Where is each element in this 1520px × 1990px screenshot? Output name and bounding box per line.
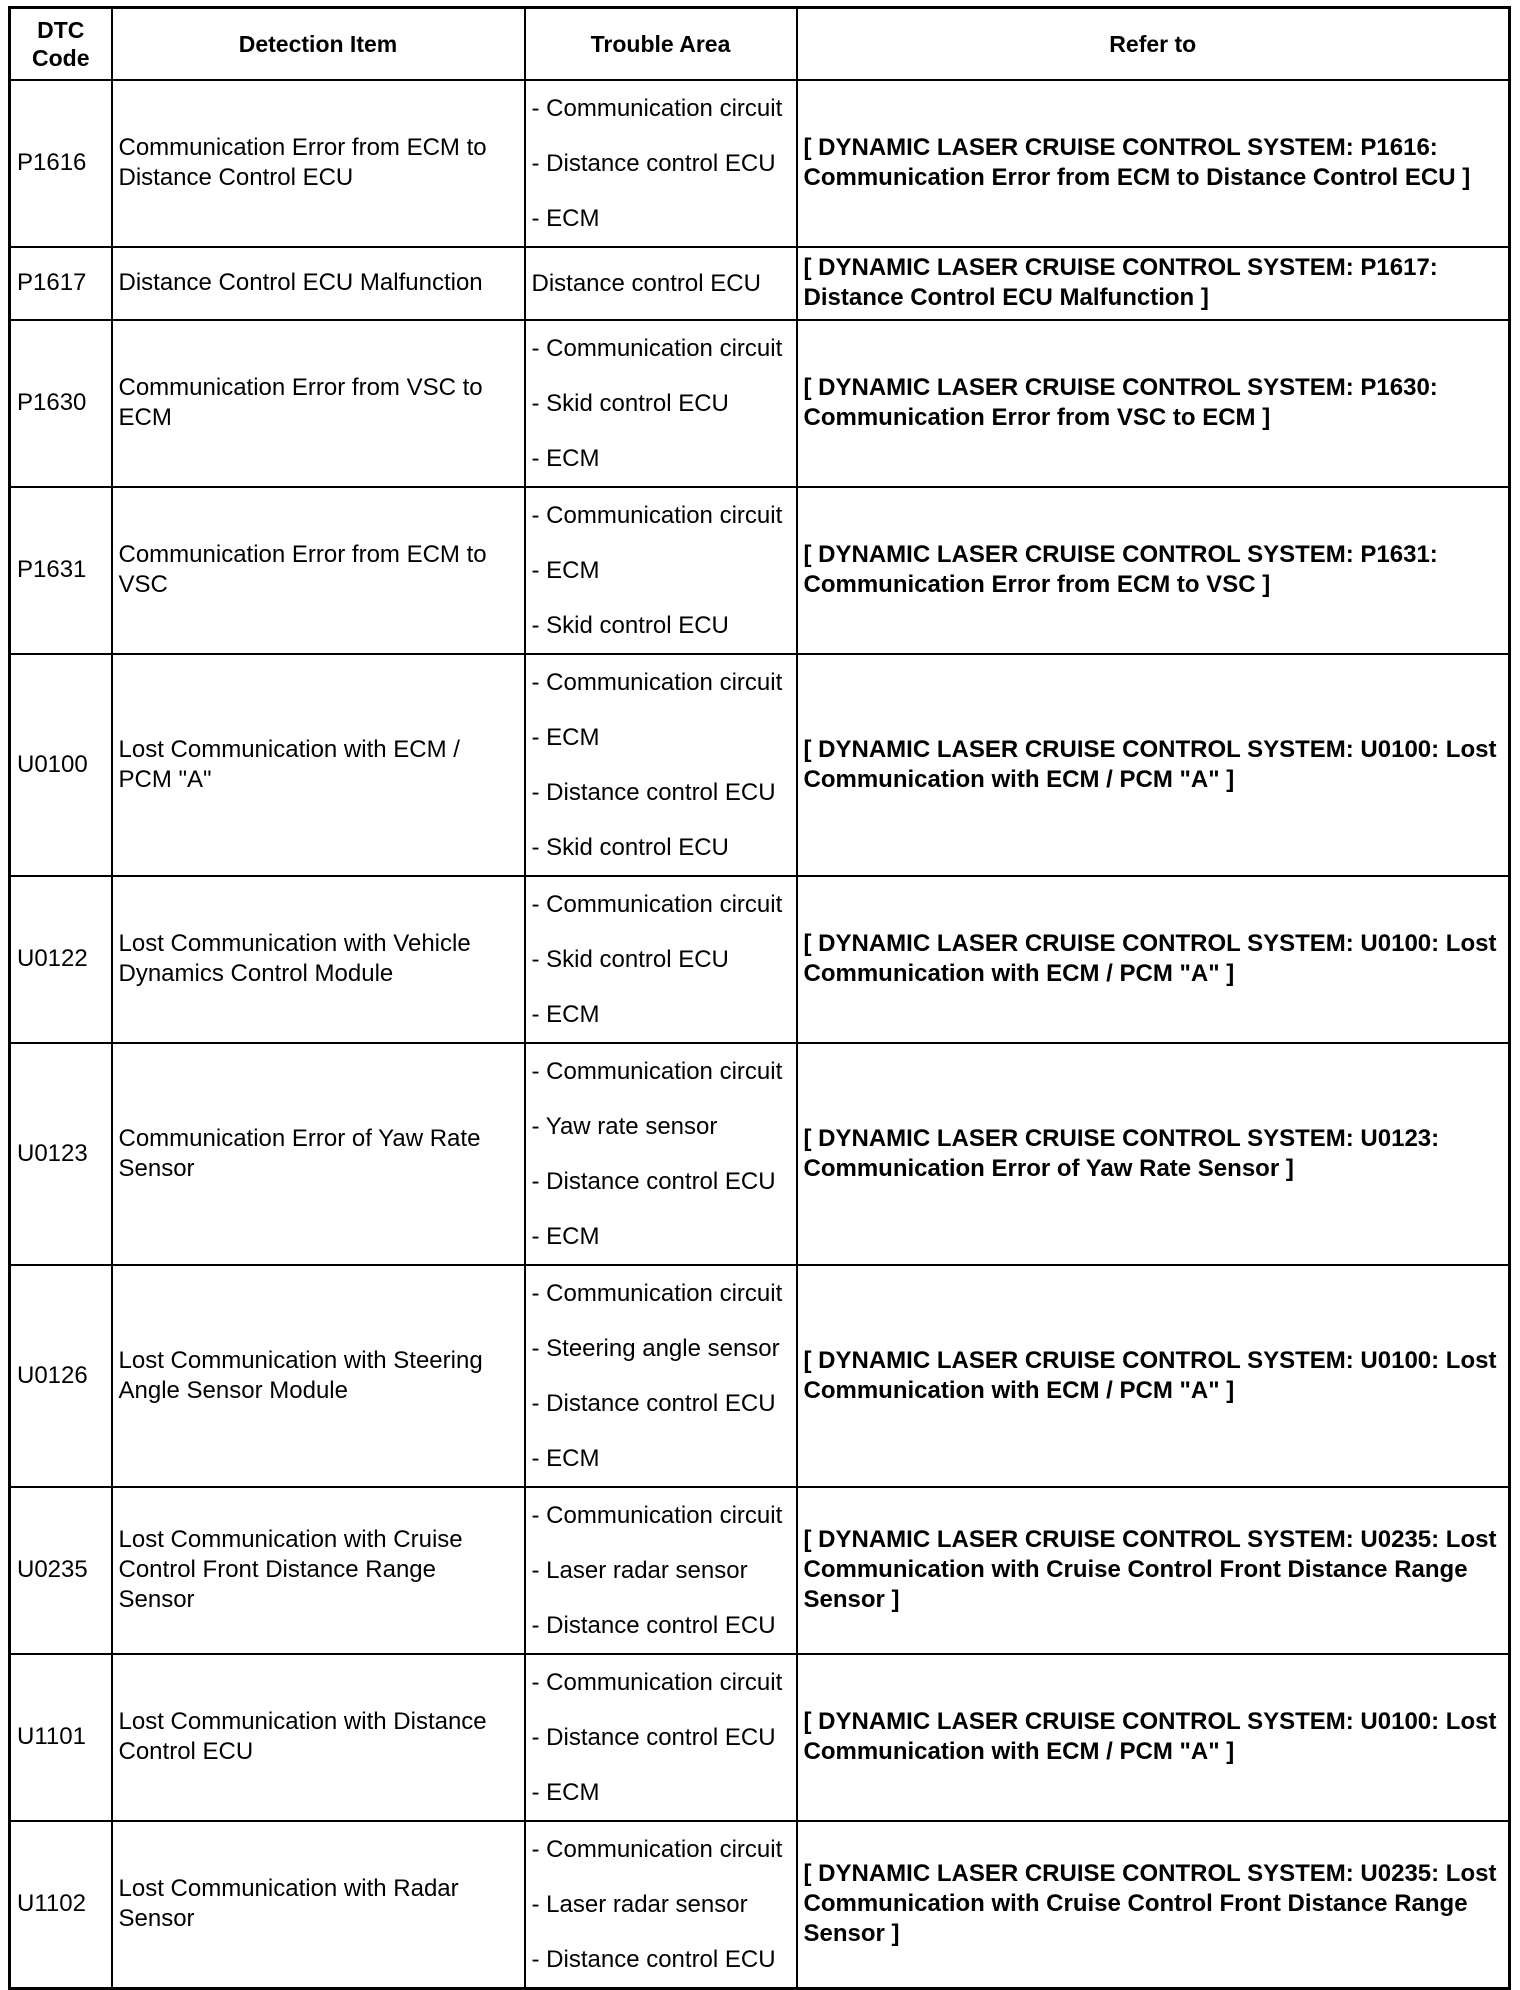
header-trouble-area: Trouble Area xyxy=(525,8,797,80)
trouble-area-line: - Skid control ECU xyxy=(531,833,729,861)
trouble-area-line: - Steering angle sensor xyxy=(531,1334,780,1362)
trouble-area-line: - Communication circuit xyxy=(531,668,783,696)
trouble-area-line: - Distance control ECU xyxy=(531,778,776,806)
refer-to-cell: [ DYNAMIC LASER CRUISE CONTROL SYSTEM: U0100: Lost Communication with ECM / PCM "A" ] xyxy=(797,1654,1510,1821)
dtc-code-cell: P1631 xyxy=(10,487,112,654)
refer-to-cell: [ DYNAMIC LASER CRUISE CONTROL SYSTEM: P1616: Communication Error from ECM to Distance Control ECU ] xyxy=(797,80,1510,247)
trouble-area-line: - Yaw rate sensor xyxy=(531,1112,718,1140)
trouble-area-line: - Communication circuit xyxy=(531,1057,783,1085)
trouble-area-line: - ECM xyxy=(531,556,600,584)
table-row xyxy=(10,876,1510,1043)
trouble-area-line: - Communication circuit xyxy=(531,1501,783,1529)
dtc-code-cell: P1616 xyxy=(10,80,112,247)
refer-to-cell: [ DYNAMIC LASER CRUISE CONTROL SYSTEM: U0100: Lost Communication with ECM / PCM "A" ] xyxy=(797,1265,1510,1487)
trouble-area-line: - Skid control ECU xyxy=(531,611,729,639)
dtc-table-body xyxy=(10,80,1510,1989)
dtc-code-cell: P1617 xyxy=(10,247,112,320)
refer-to-cell: [ DYNAMIC LASER CRUISE CONTROL SYSTEM: U0123: Communication Error of Yaw Rate Sensor ] xyxy=(797,1043,1510,1265)
dtc-code-cell: U1102 xyxy=(10,1821,112,1989)
trouble-area-line: - ECM xyxy=(531,1222,600,1250)
detection-item-cell: Communication Error of Yaw Rate Sensor xyxy=(112,1043,525,1265)
trouble-area-line: - Skid control ECU xyxy=(531,389,729,417)
trouble-area-line: - Communication circuit xyxy=(531,334,783,362)
trouble-area-line: Distance control ECU xyxy=(531,269,761,297)
trouble-area-line: - ECM xyxy=(531,1000,600,1028)
trouble-area-line: - ECM xyxy=(531,1444,600,1472)
dtc-code-cell: U0100 xyxy=(10,654,112,876)
table-row xyxy=(10,1654,1510,1821)
trouble-area-line: - Laser radar sensor xyxy=(531,1556,748,1584)
table-row xyxy=(10,1043,1510,1265)
trouble-area-line: - Distance control ECU xyxy=(531,1611,776,1639)
table-row xyxy=(10,1265,1510,1487)
header-dtc-code-line2: Code xyxy=(32,44,90,71)
trouble-area-cell xyxy=(525,1487,797,1654)
table-row xyxy=(10,320,1510,487)
refer-to-cell: [ DYNAMIC LASER CRUISE CONTROL SYSTEM: U0100: Lost Communication with ECM / PCM "A" ] xyxy=(797,654,1510,876)
dtc-code-cell: U0235 xyxy=(10,1487,112,1654)
trouble-area-line: - Communication circuit xyxy=(531,1668,783,1696)
dtc-code-cell: P1630 xyxy=(10,320,112,487)
dtc-code-cell: U0126 xyxy=(10,1265,112,1487)
refer-to-cell: [ DYNAMIC LASER CRUISE CONTROL SYSTEM: U0235: Lost Communication with Cruise Control Front Distance Range Sensor ] xyxy=(797,1487,1510,1654)
detection-item-cell: Lost Communication with Cruise Control Front Distance Range Sensor xyxy=(112,1487,525,1654)
detection-item-cell: Communication Error from ECM to Distance Control ECU xyxy=(112,80,525,247)
dtc-table xyxy=(8,6,1511,1990)
refer-to-cell: [ DYNAMIC LASER CRUISE CONTROL SYSTEM: P1617: Distance Control ECU Malfunction ] xyxy=(797,247,1510,320)
trouble-area-line: - Distance control ECU xyxy=(531,1945,776,1973)
trouble-area-line: - Distance control ECU xyxy=(531,149,776,177)
trouble-area-cell xyxy=(525,1043,797,1265)
trouble-area-cell xyxy=(525,1654,797,1821)
trouble-area-cell xyxy=(525,654,797,876)
detection-item-cell: Lost Communication with Distance Control ECU xyxy=(112,1654,525,1821)
trouble-area-line: - ECM xyxy=(531,723,600,751)
refer-to-cell: [ DYNAMIC LASER CRUISE CONTROL SYSTEM: U0100: Lost Communication with ECM / PCM "A" ] xyxy=(797,876,1510,1043)
dtc-code-cell: U0122 xyxy=(10,876,112,1043)
detection-item-cell: Distance Control ECU Malfunction xyxy=(112,247,525,320)
header-detection-item: Detection Item xyxy=(112,8,525,80)
table-row xyxy=(10,654,1510,876)
trouble-area-line: - ECM xyxy=(531,1778,600,1806)
header-refer-to: Refer to xyxy=(797,8,1510,80)
table-row xyxy=(10,80,1510,247)
trouble-area-line: - Communication circuit xyxy=(531,501,783,529)
dtc-code-cell: U1101 xyxy=(10,1654,112,1821)
trouble-area-line: - Communication circuit xyxy=(531,1279,783,1307)
trouble-area-cell xyxy=(525,247,797,320)
trouble-area-line: - Distance control ECU xyxy=(531,1389,776,1417)
detection-item-cell: Lost Communication with Vehicle Dynamics Control Module xyxy=(112,876,525,1043)
table-row xyxy=(10,1487,1510,1654)
trouble-area-cell xyxy=(525,80,797,247)
header-dtc-code xyxy=(10,8,112,80)
table-row xyxy=(10,487,1510,654)
detection-item-cell: Lost Communication with Radar Sensor xyxy=(112,1821,525,1989)
trouble-area-cell xyxy=(525,1265,797,1487)
detection-item-cell: Communication Error from ECM to VSC xyxy=(112,487,525,654)
trouble-area-line: - ECM xyxy=(531,444,600,472)
refer-to-cell: [ DYNAMIC LASER CRUISE CONTROL SYSTEM: P1630: Communication Error from VSC to ECM ] xyxy=(797,320,1510,487)
trouble-area-line: - Distance control ECU xyxy=(531,1723,776,1751)
header-dtc-code-line1: DTC xyxy=(37,16,85,43)
trouble-area-line: - Distance control ECU xyxy=(531,1167,776,1195)
trouble-area-cell xyxy=(525,320,797,487)
trouble-area-line: - ECM xyxy=(531,204,600,232)
trouble-area-line: - Laser radar sensor xyxy=(531,1890,748,1918)
refer-to-cell: [ DYNAMIC LASER CRUISE CONTROL SYSTEM: U0235: Lost Communication with Cruise Control Front Distance Range Sensor ] xyxy=(797,1821,1510,1989)
trouble-area-line: - Skid control ECU xyxy=(531,945,729,973)
header-row xyxy=(10,8,1510,80)
detection-item-cell: Communication Error from VSC to ECM xyxy=(112,320,525,487)
detection-item-cell: Lost Communication with Steering Angle Sensor Module xyxy=(112,1265,525,1487)
trouble-area-line: - Communication circuit xyxy=(531,890,783,918)
dtc-code-cell: U0123 xyxy=(10,1043,112,1265)
trouble-area-cell xyxy=(525,487,797,654)
trouble-area-line: - Communication circuit xyxy=(531,94,783,122)
trouble-area-cell xyxy=(525,876,797,1043)
table-row xyxy=(10,247,1510,320)
dtc-table-header xyxy=(10,8,1510,80)
refer-to-cell: [ DYNAMIC LASER CRUISE CONTROL SYSTEM: P1631: Communication Error from ECM to VSC ] xyxy=(797,487,1510,654)
trouble-area-line: - Communication circuit xyxy=(531,1835,783,1863)
detection-item-cell: Lost Communication with ECM / PCM "A" xyxy=(112,654,525,876)
